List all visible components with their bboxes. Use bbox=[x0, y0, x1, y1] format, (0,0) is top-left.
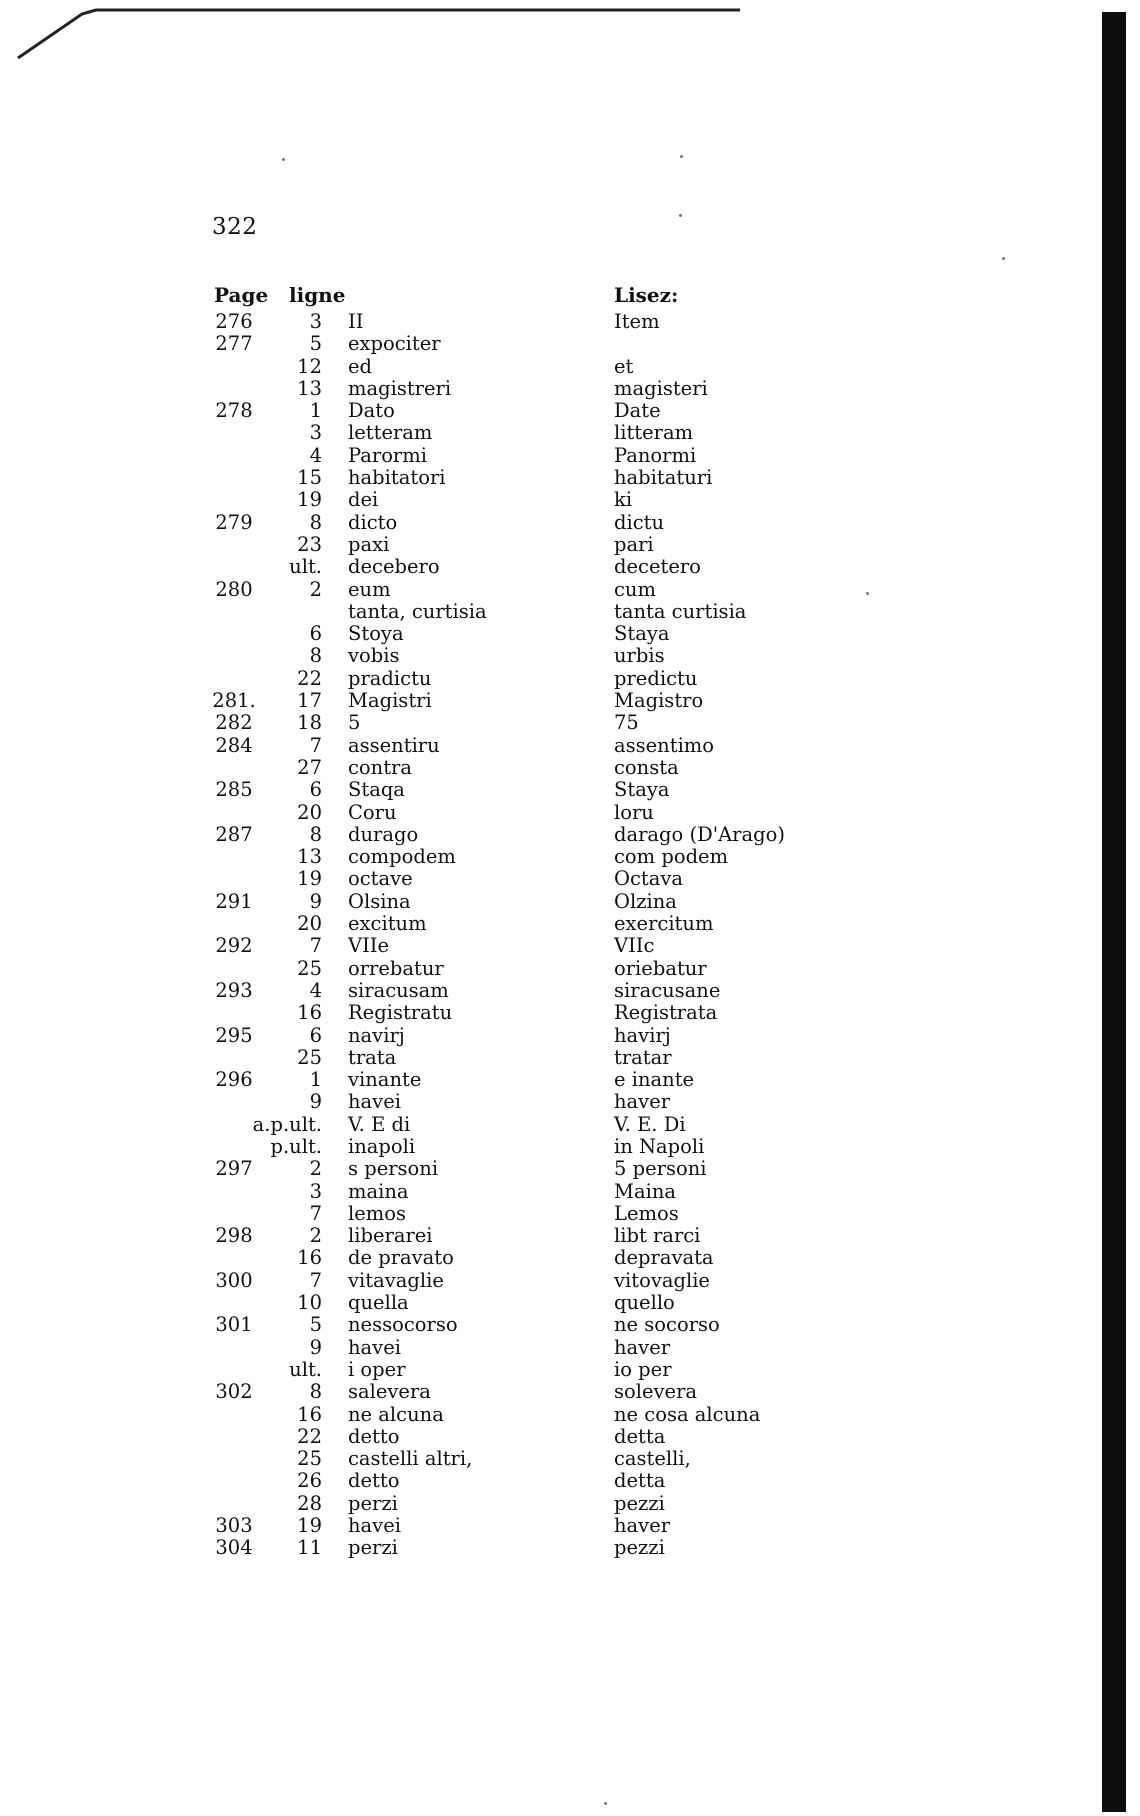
errata-correction: magisteri bbox=[614, 376, 708, 400]
errata-line: 16 bbox=[297, 1246, 322, 1270]
errata-error: Olsina bbox=[348, 889, 411, 913]
errata-correction: 5 personi bbox=[614, 1157, 707, 1181]
errata-row bbox=[0, 1537, 1140, 1559]
errata-line: 6 bbox=[309, 1023, 322, 1047]
errata-line: 5 bbox=[309, 332, 322, 356]
speck bbox=[282, 158, 285, 161]
errata-error: Parormi bbox=[348, 443, 427, 467]
errata-error: siracusam bbox=[348, 978, 449, 1002]
errata-row bbox=[0, 467, 1140, 489]
errata-row bbox=[0, 601, 1140, 623]
errata-row bbox=[0, 1181, 1140, 1203]
errata-error: decebero bbox=[348, 555, 440, 579]
errata-correction: Item bbox=[614, 310, 660, 333]
errata-correction: Magistro bbox=[614, 689, 704, 713]
errata-row bbox=[0, 356, 1140, 378]
errata-correction: habitaturi bbox=[614, 466, 713, 490]
errata-row bbox=[0, 1247, 1140, 1269]
errata-line: ult. bbox=[289, 1357, 322, 1381]
header-page: Page bbox=[214, 283, 269, 307]
errata-correction: Panormi bbox=[614, 443, 697, 467]
errata-correction: haver bbox=[614, 1335, 671, 1359]
errata-row bbox=[0, 489, 1140, 511]
errata-error: octave bbox=[348, 867, 413, 891]
errata-line: 8 bbox=[309, 644, 322, 668]
errata-line: 10 bbox=[297, 1291, 322, 1315]
header-lisez: Lisez: bbox=[614, 283, 679, 307]
errata-correction: detta bbox=[614, 1424, 666, 1448]
errata-row bbox=[0, 1426, 1140, 1448]
errata-page: 295 bbox=[215, 1023, 253, 1047]
errata-row bbox=[0, 1359, 1140, 1381]
errata-correction: dictu bbox=[614, 510, 665, 534]
errata-line: 7 bbox=[309, 1201, 322, 1225]
errata-line: a.p.ult. bbox=[252, 1112, 322, 1136]
errata-error: assentiru bbox=[348, 733, 440, 757]
errata-row bbox=[0, 668, 1140, 690]
errata-page: 302 bbox=[215, 1380, 253, 1404]
errata-row bbox=[0, 891, 1140, 913]
errata-error: salevera bbox=[348, 1380, 431, 1404]
errata-line: 25 bbox=[297, 1447, 322, 1471]
errata-page: 287 bbox=[215, 822, 253, 846]
errata-error: lemos bbox=[348, 1201, 407, 1225]
errata-page: 300 bbox=[215, 1268, 253, 1292]
errata-correction: pezzi bbox=[614, 1491, 665, 1515]
errata-error: detto bbox=[348, 1469, 400, 1493]
errata-correction: assentimo bbox=[614, 733, 715, 757]
errata-correction: exercitum bbox=[614, 912, 714, 936]
errata-correction: litteram bbox=[614, 421, 694, 445]
errata-row bbox=[0, 935, 1140, 957]
errata-correction: Date bbox=[614, 399, 661, 423]
errata-row bbox=[0, 311, 1140, 333]
errata-correction: Staya bbox=[614, 778, 670, 802]
errata-line: 2 bbox=[309, 1157, 322, 1181]
errata-correction: io per bbox=[614, 1357, 672, 1381]
errata-correction: depravata bbox=[614, 1246, 714, 1270]
errata-error: perzi bbox=[348, 1491, 398, 1515]
errata-line: 4 bbox=[309, 443, 322, 467]
errata-row bbox=[0, 1493, 1140, 1515]
errata-error: i oper bbox=[348, 1357, 406, 1381]
errata-line: p.ult. bbox=[270, 1134, 322, 1158]
errata-correction: Registrata bbox=[614, 1001, 718, 1025]
errata-error: orrebatur bbox=[348, 956, 444, 980]
errata-page: 304 bbox=[215, 1536, 253, 1560]
errata-correction: haver bbox=[614, 1514, 671, 1538]
errata-error: s personi bbox=[348, 1157, 439, 1181]
errata-row bbox=[0, 1314, 1140, 1336]
errata-row bbox=[0, 1114, 1140, 1136]
errata-table bbox=[0, 311, 1140, 1560]
errata-row bbox=[0, 868, 1140, 890]
errata-page: 277 bbox=[215, 332, 253, 356]
errata-row bbox=[0, 422, 1140, 444]
errata-error: trata bbox=[348, 1045, 397, 1069]
errata-correction: com podem bbox=[614, 845, 729, 869]
errata-correction: Octava bbox=[614, 867, 684, 891]
errata-line: 20 bbox=[297, 912, 322, 936]
errata-page: 285 bbox=[215, 778, 253, 802]
errata-line: 3 bbox=[309, 310, 322, 333]
errata-error: castelli altri, bbox=[348, 1447, 473, 1471]
errata-error: tanta, curtisia bbox=[348, 599, 487, 623]
errata-error: eum bbox=[348, 577, 391, 601]
errata-line: 17 bbox=[297, 689, 322, 713]
errata-line: 3 bbox=[309, 1179, 322, 1203]
errata-line: 25 bbox=[297, 956, 322, 980]
errata-line: 18 bbox=[297, 711, 322, 735]
errata-error: habitatori bbox=[348, 466, 446, 490]
errata-row bbox=[0, 958, 1140, 980]
errata-error: Stoya bbox=[348, 622, 404, 646]
errata-correction: darago (D'Arago) bbox=[614, 822, 785, 846]
errata-correction: tratar bbox=[614, 1045, 672, 1069]
errata-line: 7 bbox=[309, 1268, 322, 1292]
errata-correction: castelli, bbox=[614, 1447, 691, 1471]
errata-correction: et bbox=[614, 354, 634, 378]
errata-error: dei bbox=[348, 488, 379, 512]
errata-line: 11 bbox=[297, 1536, 322, 1560]
errata-line: 7 bbox=[309, 733, 322, 757]
errata-line: 20 bbox=[297, 800, 322, 824]
errata-correction: Olzina bbox=[614, 889, 677, 913]
errata-line: 1 bbox=[309, 399, 322, 423]
errata-row bbox=[0, 378, 1140, 400]
errata-line: 5 bbox=[309, 1313, 322, 1337]
errata-line: 22 bbox=[297, 1424, 322, 1448]
errata-row bbox=[0, 913, 1140, 935]
errata-error: ed bbox=[348, 354, 373, 378]
errata-correction: in Napoli bbox=[614, 1134, 705, 1158]
errata-row bbox=[0, 1002, 1140, 1024]
errata-error: contra bbox=[348, 755, 413, 779]
errata-error: Staqa bbox=[348, 778, 405, 802]
errata-row bbox=[0, 1136, 1140, 1158]
errata-error: V. E di bbox=[348, 1112, 411, 1136]
errata-error: pradictu bbox=[348, 666, 432, 690]
errata-row bbox=[0, 1404, 1140, 1426]
speck bbox=[1002, 257, 1005, 260]
errata-row bbox=[0, 1069, 1140, 1091]
errata-row bbox=[0, 623, 1140, 645]
errata-error: inapoli bbox=[348, 1134, 416, 1158]
errata-error: VIIe bbox=[348, 934, 390, 958]
errata-page: 297 bbox=[215, 1157, 253, 1181]
errata-row bbox=[0, 1337, 1140, 1359]
errata-row bbox=[0, 1203, 1140, 1225]
errata-correction: detta bbox=[614, 1469, 666, 1493]
speck bbox=[679, 214, 682, 217]
errata-page: 298 bbox=[215, 1224, 253, 1248]
errata-correction: oriebatur bbox=[614, 956, 707, 980]
errata-line: 25 bbox=[297, 1045, 322, 1069]
errata-page: 296 bbox=[215, 1068, 253, 1092]
header-ligne: ligne bbox=[289, 283, 346, 307]
errata-row bbox=[0, 1158, 1140, 1180]
errata-line: 4 bbox=[309, 978, 322, 1002]
errata-line: 7 bbox=[309, 934, 322, 958]
errata-row bbox=[0, 1091, 1140, 1113]
errata-error: 5 bbox=[348, 711, 361, 735]
errata-line: 12 bbox=[297, 354, 322, 378]
errata-correction: vitovaglie bbox=[614, 1268, 710, 1292]
errata-correction: pari bbox=[614, 532, 654, 556]
errata-line: 9 bbox=[309, 1090, 322, 1114]
errata-row bbox=[0, 1448, 1140, 1470]
errata-row bbox=[0, 445, 1140, 467]
errata-error: II bbox=[348, 310, 364, 333]
errata-correction: libt rarci bbox=[614, 1224, 701, 1248]
errata-page: 301 bbox=[215, 1313, 253, 1337]
errata-row bbox=[0, 1025, 1140, 1047]
errata-error: ne alcuna bbox=[348, 1402, 444, 1426]
errata-row bbox=[0, 1047, 1140, 1069]
errata-line: 27 bbox=[297, 755, 322, 779]
errata-row bbox=[0, 556, 1140, 578]
errata-row bbox=[0, 712, 1140, 734]
errata-row bbox=[0, 735, 1140, 757]
speck bbox=[680, 155, 683, 158]
errata-page: 279 bbox=[215, 510, 253, 534]
errata-page: 280 bbox=[215, 577, 253, 601]
errata-error: expociter bbox=[348, 332, 441, 356]
errata-error: maina bbox=[348, 1179, 409, 1203]
errata-correction: loru bbox=[614, 800, 654, 824]
errata-error: compodem bbox=[348, 845, 456, 869]
errata-row bbox=[0, 1270, 1140, 1292]
errata-line: 1 bbox=[309, 1068, 322, 1092]
errata-page: 303 bbox=[215, 1514, 253, 1538]
errata-correction: cum bbox=[614, 577, 656, 601]
errata-error: vinante bbox=[348, 1068, 422, 1092]
errata-error: paxi bbox=[348, 532, 390, 556]
errata-correction: predictu bbox=[614, 666, 698, 690]
errata-error: havei bbox=[348, 1090, 401, 1114]
errata-line: ult. bbox=[289, 555, 322, 579]
errata-line: 22 bbox=[297, 666, 322, 690]
errata-error: excitum bbox=[348, 912, 427, 936]
errata-correction: solevera bbox=[614, 1380, 698, 1404]
errata-correction: Lemos bbox=[614, 1201, 679, 1225]
errata-correction: tanta curtisia bbox=[614, 599, 747, 623]
errata-correction: haver bbox=[614, 1090, 671, 1114]
errata-row bbox=[0, 645, 1140, 667]
errata-row bbox=[0, 779, 1140, 801]
errata-error: magistreri bbox=[348, 376, 452, 400]
errata-row bbox=[0, 512, 1140, 534]
errata-error: havei bbox=[348, 1335, 401, 1359]
errata-row bbox=[0, 1381, 1140, 1403]
errata-line: 13 bbox=[297, 845, 322, 869]
errata-line: 3 bbox=[309, 421, 322, 445]
errata-line: 8 bbox=[309, 822, 322, 846]
errata-correction: Staya bbox=[614, 622, 670, 646]
errata-error: vobis bbox=[348, 644, 400, 668]
errata-line: 15 bbox=[297, 466, 322, 490]
errata-error: dicto bbox=[348, 510, 398, 534]
errata-page: 292 bbox=[215, 934, 253, 958]
errata-correction: Maina bbox=[614, 1179, 677, 1203]
scan-border-artifact bbox=[0, 0, 740, 80]
errata-line: 8 bbox=[309, 510, 322, 534]
errata-error: quella bbox=[348, 1291, 409, 1315]
errata-line: 16 bbox=[297, 1402, 322, 1426]
errata-row bbox=[0, 1515, 1140, 1537]
errata-correction: e inante bbox=[614, 1068, 695, 1092]
page-number: 322 bbox=[212, 214, 258, 240]
errata-page: 281. bbox=[212, 689, 256, 713]
errata-error: letteram bbox=[348, 421, 433, 445]
errata-line: 16 bbox=[297, 1001, 322, 1025]
errata-correction: consta bbox=[614, 755, 679, 779]
errata-header bbox=[0, 283, 1140, 311]
errata-correction: ki bbox=[614, 488, 633, 512]
errata-row bbox=[0, 1292, 1140, 1314]
errata-error: Dato bbox=[348, 399, 395, 423]
errata-correction: havirj bbox=[614, 1023, 671, 1047]
errata-error: liberarei bbox=[348, 1224, 433, 1248]
errata-correction: siracusane bbox=[614, 978, 721, 1002]
errata-row bbox=[0, 824, 1140, 846]
errata-line: 2 bbox=[309, 1224, 322, 1248]
errata-line: 19 bbox=[297, 1514, 322, 1538]
errata-error: havei bbox=[348, 1514, 401, 1538]
errata-error: navirj bbox=[348, 1023, 405, 1047]
errata-line: 2 bbox=[309, 577, 322, 601]
errata-error: Registratu bbox=[348, 1001, 453, 1025]
errata-error: durago bbox=[348, 822, 419, 846]
errata-line: 26 bbox=[297, 1469, 322, 1493]
errata-line: 9 bbox=[309, 889, 322, 913]
errata-line: 8 bbox=[309, 1380, 322, 1404]
errata-correction: quello bbox=[614, 1291, 675, 1315]
errata-page: 293 bbox=[215, 978, 253, 1002]
errata-correction: ne socorso bbox=[614, 1313, 720, 1337]
errata-row bbox=[0, 980, 1140, 1002]
errata-row bbox=[0, 757, 1140, 779]
errata-row bbox=[0, 1225, 1140, 1247]
errata-line: 6 bbox=[309, 778, 322, 802]
errata-page: 291 bbox=[215, 889, 253, 913]
errata-correction: 75 bbox=[614, 711, 639, 735]
errata-row bbox=[0, 690, 1140, 712]
errata-row bbox=[0, 400, 1140, 422]
errata-correction: V. E. Di bbox=[614, 1112, 686, 1136]
errata-error: Coru bbox=[348, 800, 397, 824]
errata-error: nessocorso bbox=[348, 1313, 458, 1337]
errata-correction: VIIc bbox=[614, 934, 655, 958]
errata-line: 23 bbox=[297, 532, 322, 556]
errata-row bbox=[0, 579, 1140, 601]
errata-correction: ne cosa alcuna bbox=[614, 1402, 761, 1426]
errata-page: 278 bbox=[215, 399, 253, 423]
errata-line: 19 bbox=[297, 488, 322, 512]
errata-line: 6 bbox=[309, 622, 322, 646]
errata-line: 9 bbox=[309, 1335, 322, 1359]
errata-error: Magistri bbox=[348, 689, 432, 713]
errata-page: 284 bbox=[215, 733, 253, 757]
errata-row bbox=[0, 534, 1140, 556]
errata-error: de pravato bbox=[348, 1246, 454, 1270]
errata-line: 19 bbox=[297, 867, 322, 891]
errata-page: 276 bbox=[215, 310, 253, 333]
errata-correction: decetero bbox=[614, 555, 701, 579]
errata-row bbox=[0, 846, 1140, 868]
errata-row bbox=[0, 802, 1140, 824]
errata-correction: pezzi bbox=[614, 1536, 665, 1560]
errata-row bbox=[0, 333, 1140, 355]
errata-error: perzi bbox=[348, 1536, 398, 1560]
errata-row bbox=[0, 1470, 1140, 1492]
errata-error: detto bbox=[348, 1424, 400, 1448]
errata-error: vitavaglie bbox=[348, 1268, 444, 1292]
errata-correction: urbis bbox=[614, 644, 665, 668]
speck bbox=[604, 1802, 607, 1805]
errata-line: 28 bbox=[297, 1491, 322, 1515]
errata-page: 282 bbox=[215, 711, 253, 735]
errata-line: 13 bbox=[297, 376, 322, 400]
